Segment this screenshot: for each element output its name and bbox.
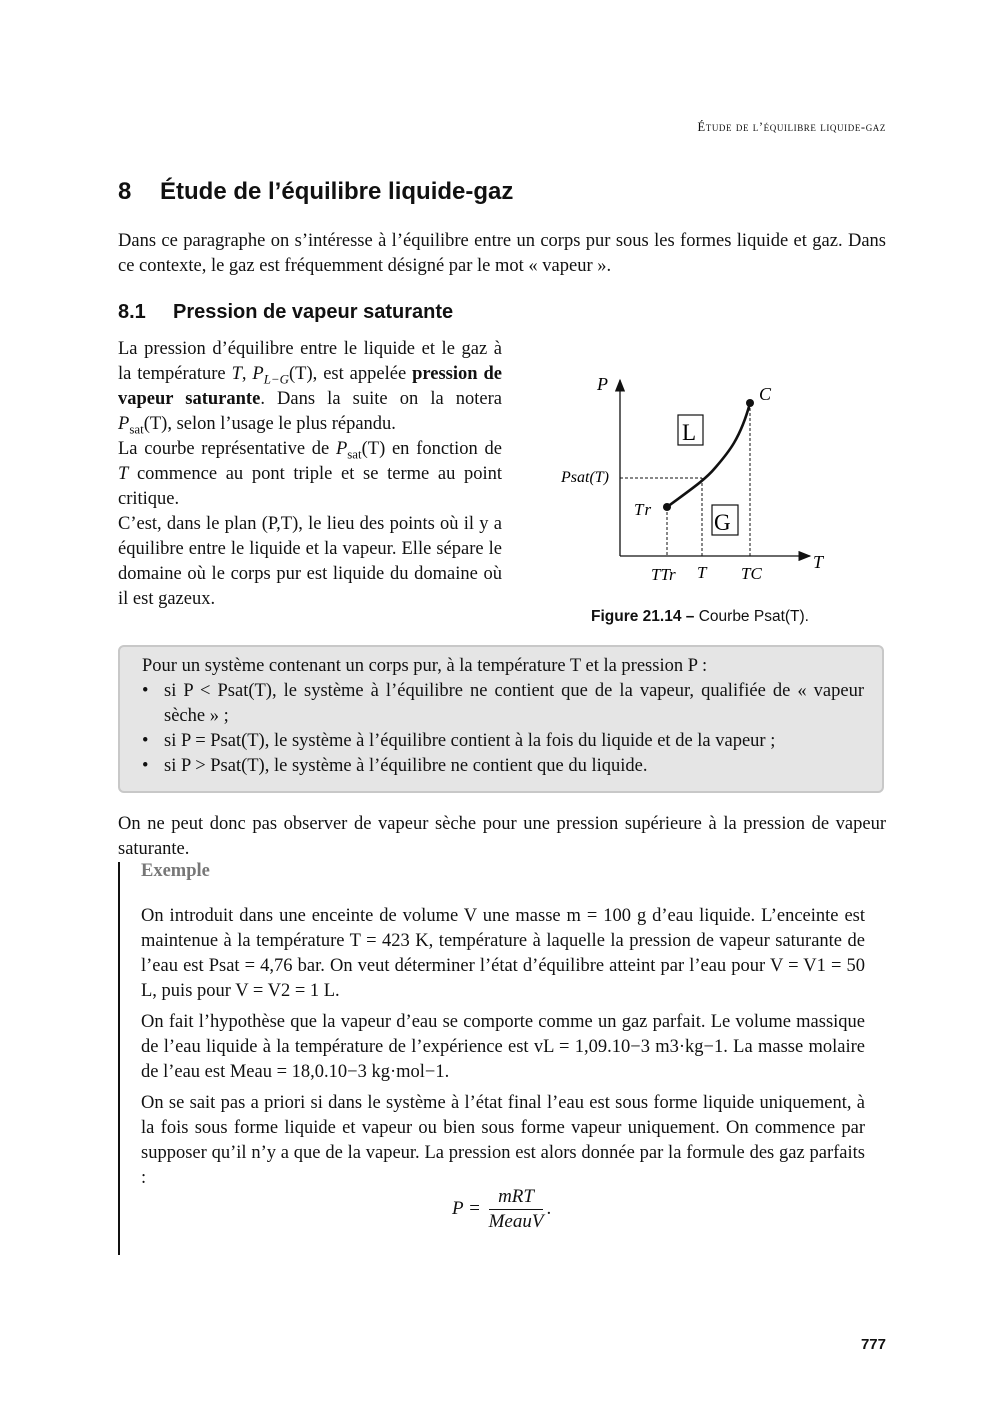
figure-caption: [555, 608, 845, 626]
definition-column: [118, 337, 502, 612]
plane-paragraph: C’est, dans le plan (P,T), le lieu des points où il y a équilibre entre le liquide et la vapeur. Elle sépare le domaine où le corps pur est liquide du domaine où il est gazeux.: [118, 514, 502, 609]
bullet-item: • si P < Psat(T), le système à l’équilibre ne contient que de la vapeur, qualifiée de « vapeur sèche » ;: [142, 679, 864, 729]
subsection-number: 8.1: [118, 301, 146, 323]
example-body: [141, 904, 865, 1197]
bullet-item: • si P > Psat(T), le système à l’équilibre ne contient que du liquide.: [142, 754, 864, 779]
section-number: 8: [118, 178, 132, 205]
page-number: 777: [860, 1336, 886, 1353]
example-label: Exemple: [141, 861, 210, 881]
intro-paragraph: Dans ce paragraphe on s’intéresse à l’équilibre entre un corps pur sous les formes liquide et gaz. Dans ce contexte, le gaz est fréquemment désigné par le mot « vapeur ».: [118, 231, 886, 276]
formula-denominator: MeauV: [488, 1211, 544, 1232]
subsection-title: [118, 301, 453, 324]
figure-number: Figure 21.14: [591, 608, 682, 625]
subsection-title-text: Pression de vapeur saturante: [173, 301, 454, 323]
example-margin-bar: [118, 862, 120, 1255]
bullet-item: • si P = Psat(T), le système à l’équilibre contient à la fois du liquide et de la vapeur ;: [142, 729, 864, 754]
tick-label-tc: TC: [741, 564, 762, 583]
curve-paragraph: La courbe représentative de $P_{sat}(T)$ en fonction de T commence au pont triple et se terme au point critique.: [118, 439, 502, 509]
tick-label-ttr: TTr: [651, 565, 676, 584]
box-intro: Pour un système contenant un corps pur, à la température T et la pression P :: [142, 656, 708, 676]
figure-caption-text: Courbe Psat(T).: [698, 608, 809, 625]
definition-paragraph: La pression d’équilibre entre le liquide et le gaz à la température T, $P_{L-G}(T)$, est appelée pression de vapeur saturante. Dans la suite on la notera $P_{sat}(T)$, selon l’usage le plus répandu.: [118, 339, 503, 437]
example-paragraph: On introduit dans une enceinte de volume V une masse m = 100 g d’eau liquide. L’enceinte est maintenue à la température T = 423 K, température à laquelle la pression de vapeur saturante de l’eau est Psat = 4,76 bar. On veut déterminer l’état d’équilibre atteint par l’eau pour V = V1 = 50 L, puis pour V = V2 = 1 L.: [141, 906, 865, 1001]
ideal-gas-formula: [452, 1186, 551, 1233]
axis-label-t: T: [813, 552, 824, 572]
formula-lhs: P =: [452, 1197, 481, 1219]
key-term: pression de vapeur saturante: [118, 364, 502, 409]
axis-label-p: P: [597, 374, 608, 394]
running-header: Étude de l’équilibre liquide-gaz: [697, 120, 886, 134]
section-title-text: Étude de l’équilibre liquide-gaz: [160, 178, 514, 205]
saturation-curve: [667, 403, 750, 507]
phase-diagram-svg: [555, 368, 845, 598]
gas-region-label: G: [714, 510, 731, 535]
triple-point-label: Tr: [634, 500, 654, 519]
example-paragraph: On fait l’hypothèse que la vapeur d’eau se comporte comme un gaz parfait. Le volume massique de l’eau liquide à la température de l’expérience est vL = 1,09.10−3 m3·kg−1. La masse molaire de l’eau est Meau = 18,0.10−3 kg·mol−1.: [141, 1012, 865, 1082]
formula-period: .: [546, 1197, 552, 1219]
conclusion-paragraph: On ne peut donc pas observer de vapeur sèche pour une pression supérieure à la pression de vapeur saturante.: [118, 814, 886, 859]
section-title: [118, 178, 513, 206]
phase-diagram: [555, 368, 845, 598]
critical-point-label: C: [759, 384, 772, 404]
psat-label: Psat(T): [561, 469, 609, 486]
definition-box: [118, 645, 884, 793]
liquid-region-label: L: [682, 420, 697, 445]
formula-fraction: [489, 1186, 544, 1233]
formula-numerator: mRT: [489, 1186, 544, 1210]
tick-label-t: T: [697, 563, 707, 582]
example-paragraph: On se sait pas a priori si dans le système à l’état final l’eau est sous forme liquide uniquement, à la fois sous forme liquide et vapeur ou bien sous forme vapeur uniquement. On commence par supposer qu’il n’y a que de la vapeur. La pression est alors donnée par la formule des gaz parfaits :: [141, 1093, 865, 1188]
figure-dash: –: [685, 608, 695, 625]
